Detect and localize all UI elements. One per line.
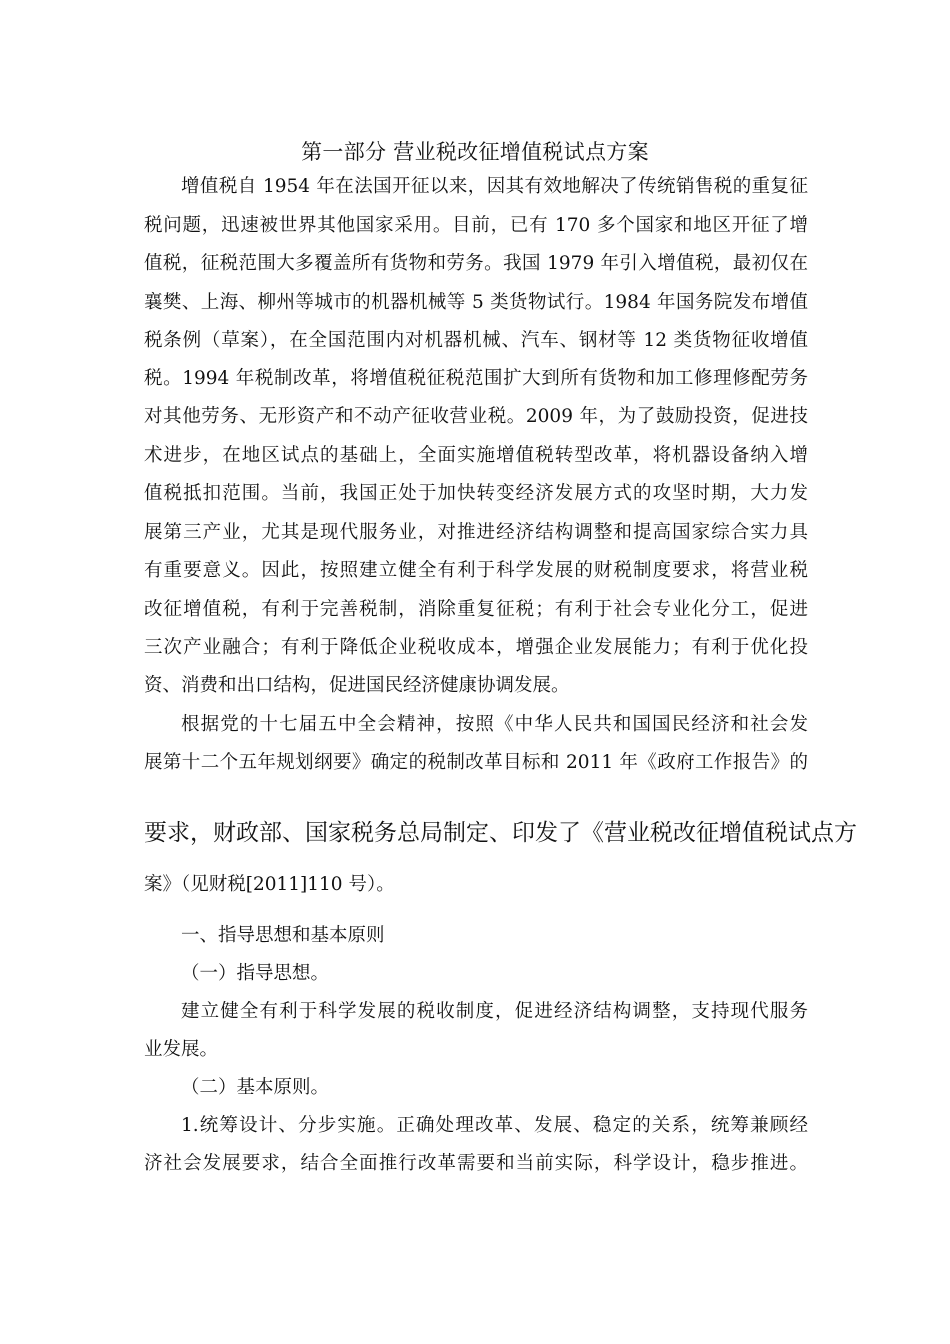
paragraph-line: 有重要意义。因此，按照建立健全有利于科学发展的财税制度要求，将营业税 (144, 560, 808, 581)
paragraph-line: 济社会发展要求，结合全面推行改革需要和当前实际，科学设计，稳步推进。 (144, 1153, 808, 1174)
paragraph-line: 对其他劳务、无形资产和不动产征收营业税。2009 年，为了鼓励投资，促进技 (144, 406, 808, 427)
paragraph-line: 建立健全有利于科学发展的税收制度，促进经济结构调整，支持现代服务 (181, 1001, 808, 1022)
paragraph-line: 展第三产业，尤其是现代服务业，对推进经济结构调整和提高国家综合实力具 (144, 522, 808, 543)
paragraph-line: 1.统筹设计、分步实施。正确处理改革、发展、稳定的关系，统筹兼顾经 (181, 1115, 808, 1136)
subsection-heading: （一）指导思想。 (181, 963, 330, 984)
paragraph-line: 增值税自 1954 年在法国开征以来，因其有效地解决了传统销售税的重复征 (181, 176, 808, 197)
paragraph-line: 值税抵扣范围。当前，我国正处于加快转变经济发展方式的攻坚时期，大力发 (144, 483, 808, 504)
document-title: 第一部分 营业税改征增值税试点方案 (301, 140, 649, 164)
paragraph-line: 税条例（草案），在全国范围内对机器机械、汽车、钢材等 12 类货物征收增值 (144, 330, 808, 351)
paragraph-line: 展第十二个五年规划纲要》确定的税制改革目标和 2011 年《政府工作报告》的 (144, 752, 808, 773)
paragraph-line: 税。1994 年税制改革，将增值税征税范围扩大到所有货物和加工修理修配劳务 (144, 368, 808, 389)
paragraph-line: 案》（见财税[2011]110 号）。 (144, 874, 395, 895)
subsection-heading: （二）基本原则。 (181, 1077, 330, 1098)
paragraph-line: 税问题，迅速被世界其他国家采用。目前，已有 170 多个国家和地区开征了增 (144, 215, 808, 236)
paragraph-line: 值税，征税范围大多覆盖所有货物和劳务。我国 1979 年引入增值税，最初仅在 (144, 253, 808, 274)
paragraph-line: 根据党的十七届五中全会精神，按照《中华人民共和国国民经济和社会发 (181, 714, 808, 735)
paragraph-line: 术进步，在地区试点的基础上，全面实施增值税转型改革，将机器设备纳入增 (144, 445, 808, 466)
paragraph-line: 业发展。 (144, 1039, 219, 1060)
paragraph-line: 改征增值税，有利于完善税制，消除重复征税；有利于社会专业化分工，促进 (144, 599, 808, 620)
paragraph-line: 资、消费和出口结构，促进国民经济健康协调发展。 (144, 675, 570, 696)
section-heading: 一、指导思想和基本原则 (181, 925, 385, 946)
paragraph-line: 要求，财政部、国家税务总局制定、印发了《营业税改征增值税试点方 (144, 820, 857, 846)
paragraph-line: 襄樊、上海、柳州等城市的机器机械等 5 类货物试行。1984 年国务院发布增值 (144, 292, 808, 313)
paragraph-line: 三次产业融合；有利于降低企业税收成本，增强企业发展能力；有利于优化投 (144, 637, 808, 658)
